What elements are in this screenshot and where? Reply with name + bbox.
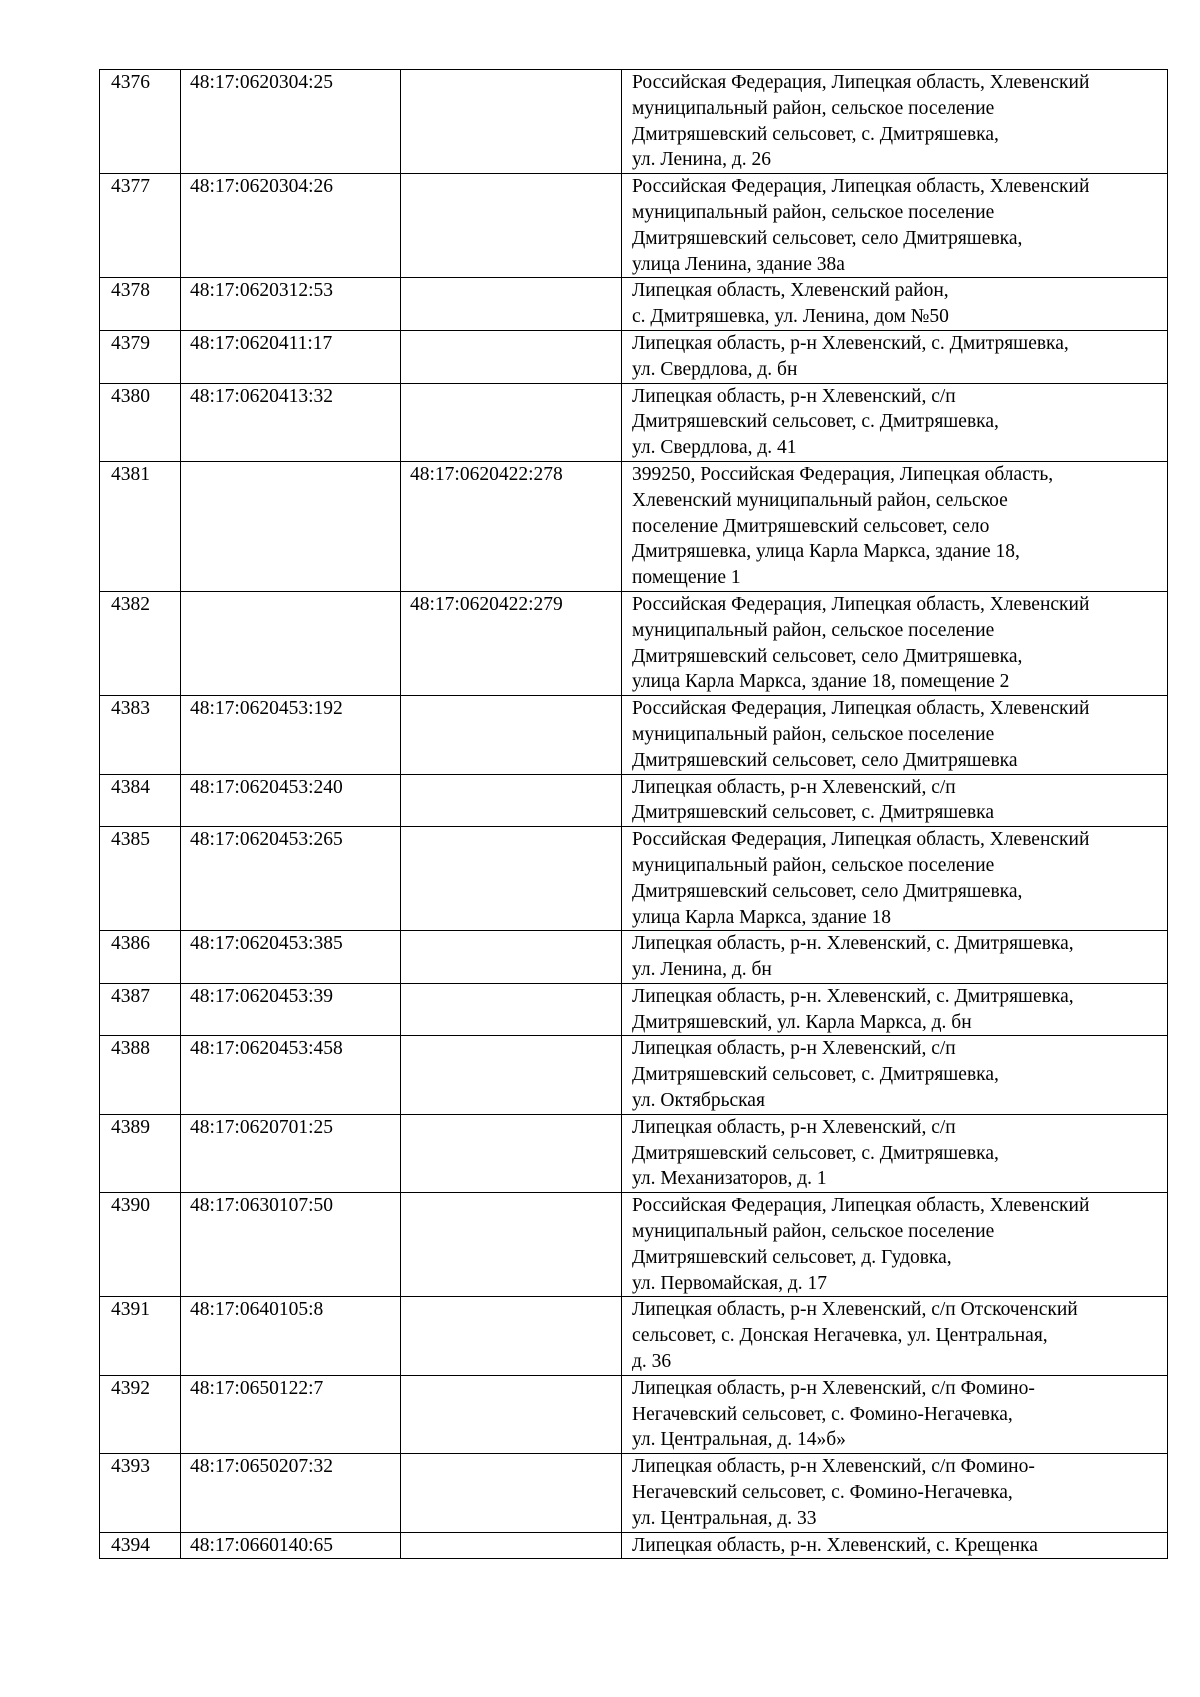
row-number-cell: 4379 xyxy=(100,330,181,383)
row-number-cell: 4386 xyxy=(100,931,181,984)
premises-cadastral-number-cell xyxy=(401,696,622,774)
row-number-cell: 4383 xyxy=(100,696,181,774)
row-number-cell: 4393 xyxy=(100,1454,181,1532)
land-cadastral-number-cell: 48:17:0620453:39 xyxy=(181,983,401,1036)
address-cell: Липецкая область, р-н Хлевенский, с/п Фомино- Негачевский сельсовет, с. Фомино-Негачевка, ул. Центральная, д. 33 xyxy=(622,1454,1168,1532)
table-row xyxy=(100,330,1168,383)
premises-cadastral-number-cell: 48:17:0620422:279 xyxy=(401,591,622,695)
row-number-cell: 4376 xyxy=(100,70,181,174)
table-row xyxy=(100,461,1168,591)
land-cadastral-number-cell: 48:17:0620453:265 xyxy=(181,827,401,931)
table-body xyxy=(100,70,1168,1559)
premises-cadastral-number-cell xyxy=(401,70,622,174)
land-cadastral-number-cell: 48:17:0620411:17 xyxy=(181,330,401,383)
row-number-cell: 4384 xyxy=(100,774,181,827)
premises-cadastral-number-cell xyxy=(401,1036,622,1114)
address-cell: Российская Федерация, Липецкая область, Хлевенский муниципальный район, сельское поселение Дмитряшевский сельсовет, село Дмитряшевка, улица Карла Маркса, здание 18 xyxy=(622,827,1168,931)
table-row xyxy=(100,278,1168,331)
premises-cadastral-number-cell xyxy=(401,1375,622,1453)
land-cadastral-number-cell: 48:17:0620453:192 xyxy=(181,696,401,774)
address-cell: Российская Федерация, Липецкая область, Хлевенский муниципальный район, сельское поселение Дмитряшевский сельсовет, д. Гудовка, ул. Первомайская, д. 17 xyxy=(622,1193,1168,1297)
row-number-cell: 4378 xyxy=(100,278,181,331)
premises-cadastral-number-cell xyxy=(401,383,622,461)
table-row xyxy=(100,1375,1168,1453)
address-cell: Липецкая область, р-н Хлевенский, с/п Отскоченский сельсовет, с. Донская Негачевка, ул. Центральная, д. 36 xyxy=(622,1297,1168,1375)
premises-cadastral-number-cell xyxy=(401,1193,622,1297)
row-number-cell: 4388 xyxy=(100,1036,181,1114)
row-number-cell: 4377 xyxy=(100,174,181,278)
row-number-cell: 4392 xyxy=(100,1375,181,1453)
row-number-cell: 4390 xyxy=(100,1193,181,1297)
row-number-cell: 4394 xyxy=(100,1532,181,1559)
land-cadastral-number-cell: 48:17:0620304:26 xyxy=(181,174,401,278)
table-row xyxy=(100,383,1168,461)
table-row xyxy=(100,1114,1168,1192)
address-cell: Российская Федерация, Липецкая область, Хлевенский муниципальный район, сельское поселение Дмитряшевский сельсовет, село Дмитряшевка, улица Ленина, здание 38а xyxy=(622,174,1168,278)
table-row xyxy=(100,774,1168,827)
row-number-cell: 4389 xyxy=(100,1114,181,1192)
land-cadastral-number-cell: 48:17:0620304:25 xyxy=(181,70,401,174)
premises-cadastral-number-cell xyxy=(401,1297,622,1375)
table-row xyxy=(100,1193,1168,1297)
table-row xyxy=(100,696,1168,774)
land-cadastral-number-cell xyxy=(181,461,401,591)
land-cadastral-number-cell: 48:17:0620453:458 xyxy=(181,1036,401,1114)
table-row xyxy=(100,983,1168,1036)
land-cadastral-number-cell: 48:17:0620413:32 xyxy=(181,383,401,461)
table-row xyxy=(100,1297,1168,1375)
land-cadastral-number-cell: 48:17:0650122:7 xyxy=(181,1375,401,1453)
address-cell: Российская Федерация, Липецкая область, Хлевенский муниципальный район, сельское поселение Дмитряшевский сельсовет, село Дмитряшевка xyxy=(622,696,1168,774)
row-number-cell: 4381 xyxy=(100,461,181,591)
table-row xyxy=(100,174,1168,278)
row-number-cell: 4380 xyxy=(100,383,181,461)
address-cell: Липецкая область, р-н. Хлевенский, с. Дмитряшевка, Дмитряшевский, ул. Карла Маркса, д. бн xyxy=(622,983,1168,1036)
land-cadastral-number-cell: 48:17:0640105:8 xyxy=(181,1297,401,1375)
address-cell: Липецкая область, р-н Хлевенский, с/п Фомино- Негачевский сельсовет, с. Фомино-Негачевка, ул. Центральная, д. 14»б» xyxy=(622,1375,1168,1453)
premises-cadastral-number-cell xyxy=(401,1532,622,1559)
table-row xyxy=(100,1532,1168,1559)
row-number-cell: 4385 xyxy=(100,827,181,931)
premises-cadastral-number-cell xyxy=(401,983,622,1036)
table-row xyxy=(100,591,1168,695)
table-row xyxy=(100,827,1168,931)
row-number-cell: 4382 xyxy=(100,591,181,695)
address-cell: Липецкая область, р-н Хлевенский, с/п Дмитряшевский сельсовет, с. Дмитряшевка, ул. Октябрьская xyxy=(622,1036,1168,1114)
land-cadastral-number-cell: 48:17:0620312:53 xyxy=(181,278,401,331)
address-cell: Липецкая область, р-н. Хлевенский, с. Крещенка xyxy=(622,1532,1168,1559)
land-cadastral-number-cell: 48:17:0620453:240 xyxy=(181,774,401,827)
row-number-cell: 4391 xyxy=(100,1297,181,1375)
property-register-table xyxy=(99,69,1168,1559)
premises-cadastral-number-cell xyxy=(401,931,622,984)
address-cell: Липецкая область, р-н Хлевенский, с/п Дмитряшевский сельсовет, с. Дмитряшевка xyxy=(622,774,1168,827)
address-cell: Липецкая область, р-н Хлевенский, с/п Дмитряшевский сельсовет, с. Дмитряшевка, ул. Свердлова, д. 41 xyxy=(622,383,1168,461)
table-row xyxy=(100,70,1168,174)
row-number-cell: 4387 xyxy=(100,983,181,1036)
premises-cadastral-number-cell xyxy=(401,330,622,383)
address-cell: Российская Федерация, Липецкая область, Хлевенский муниципальный район, сельское поселение Дмитряшевский сельсовет, с. Дмитряшевка, ул. Ленина, д. 26 xyxy=(622,70,1168,174)
table-row xyxy=(100,1454,1168,1532)
land-cadastral-number-cell xyxy=(181,591,401,695)
table-row xyxy=(100,1036,1168,1114)
premises-cadastral-number-cell xyxy=(401,774,622,827)
address-cell: Липецкая область, р-н Хлевенский, с/п Дмитряшевский сельсовет, с. Дмитряшевка, ул. Механизаторов, д. 1 xyxy=(622,1114,1168,1192)
premises-cadastral-number-cell xyxy=(401,278,622,331)
address-cell: Липецкая область, р-н. Хлевенский, с. Дмитряшевка, ул. Ленина, д. бн xyxy=(622,931,1168,984)
land-cadastral-number-cell: 48:17:0660140:65 xyxy=(181,1532,401,1559)
land-cadastral-number-cell: 48:17:0620453:385 xyxy=(181,931,401,984)
address-cell: Липецкая область, Хлевенский район, с. Дмитряшевка, ул. Ленина, дом №50 xyxy=(622,278,1168,331)
premises-cadastral-number-cell xyxy=(401,1114,622,1192)
land-cadastral-number-cell: 48:17:0630107:50 xyxy=(181,1193,401,1297)
address-cell: Российская Федерация, Липецкая область, Хлевенский муниципальный район, сельское поселение Дмитряшевский сельсовет, село Дмитряшевка, улица Карла Маркса, здание 18, помещение 2 xyxy=(622,591,1168,695)
address-cell: 399250, Российская Федерация, Липецкая область, Хлевенский муниципальный район, сельское поселение Дмитряшевский сельсовет, село Дмитряшевка, улица Карла Маркса, здание 18, помещение 1 xyxy=(622,461,1168,591)
premises-cadastral-number-cell xyxy=(401,827,622,931)
land-cadastral-number-cell: 48:17:0650207:32 xyxy=(181,1454,401,1532)
premises-cadastral-number-cell xyxy=(401,1454,622,1532)
address-cell: Липецкая область, р-н Хлевенский, с. Дмитряшевка, ул. Свердлова, д. бн xyxy=(622,330,1168,383)
table-row xyxy=(100,931,1168,984)
land-cadastral-number-cell: 48:17:0620701:25 xyxy=(181,1114,401,1192)
premises-cadastral-number-cell: 48:17:0620422:278 xyxy=(401,461,622,591)
premises-cadastral-number-cell xyxy=(401,174,622,278)
